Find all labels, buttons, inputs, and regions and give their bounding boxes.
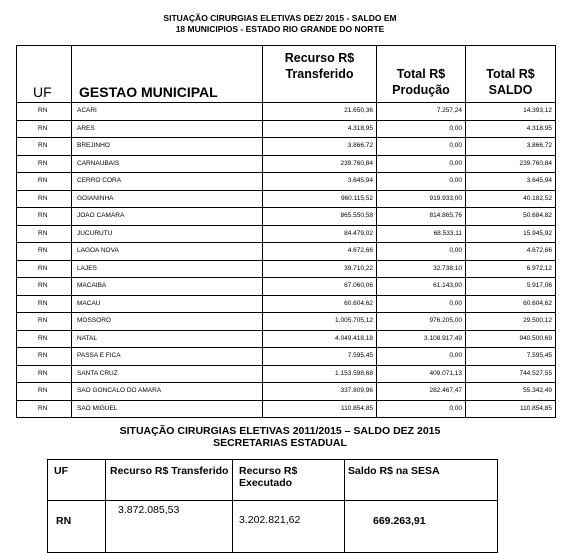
row-uf: RN (17, 190, 72, 208)
row-municipio: ARES (72, 120, 263, 138)
table-row (17, 278, 556, 296)
table-row (17, 260, 556, 278)
row-producao: 0,00 (377, 173, 466, 191)
header-total-saldo: Total R$ SALDO (466, 46, 556, 103)
row-producao: 976.205,00 (377, 313, 466, 331)
table-row (17, 383, 556, 401)
row-saldo: 940.500,69 (466, 330, 556, 348)
row-recurso: 865.550,58 (263, 208, 377, 226)
row-uf: RN (17, 295, 72, 313)
table-row (17, 225, 556, 243)
row-uf: RN (17, 400, 72, 418)
row-saldo: 3.645,94 (466, 173, 556, 191)
table-row (17, 313, 556, 331)
table-row (17, 365, 556, 383)
row-recurso: 84.479,02 (263, 225, 377, 243)
row-saldo: 6.972,12 (466, 260, 556, 278)
state-title-line2: SECRETARIAS ESTADUAL (213, 437, 347, 449)
row-municipio: LAGOA NOVA (72, 243, 263, 261)
state-table-row (48, 501, 498, 553)
row-recurso: 67.060,06 (263, 278, 377, 296)
state-header-saldo: Saldo R$ na SESA (345, 460, 498, 501)
table-row (17, 400, 556, 418)
row-producao: 32.738,10 (377, 260, 466, 278)
row-municipio: JOAO CAMARA (72, 208, 263, 226)
row-uf: RN (17, 225, 72, 243)
row-recurso: 4.049.418,18 (263, 330, 377, 348)
report-title (0, 13, 560, 35)
state-header-recurso: Recurso R$ Transferido (106, 460, 233, 501)
header-uf: UF (17, 46, 72, 103)
row-uf: RN (17, 120, 72, 138)
row-saldo: 5.917,06 (466, 278, 556, 296)
row-producao: 0,00 (377, 243, 466, 261)
row-uf: RN (17, 208, 72, 226)
row-recurso: 21.650,36 (263, 103, 377, 121)
state-table-header (48, 460, 498, 501)
row-saldo: 3.866,72 (466, 138, 556, 156)
header-gestao-municipal: GESTAO MUNICIPAL (72, 46, 263, 103)
table-row (17, 243, 556, 261)
row-saldo: 55.342,49 (466, 383, 556, 401)
row-municipio: MOSSORO (72, 313, 263, 331)
row-recurso: 239.760,84 (263, 155, 377, 173)
row-producao: 282.467,47 (377, 383, 466, 401)
row-uf: RN (17, 173, 72, 191)
row-municipio: NATAL (72, 330, 263, 348)
table-row (17, 120, 556, 138)
row-municipio: CERRO CORA (72, 173, 263, 191)
row-saldo: 239.760,84 (466, 155, 556, 173)
row-recurso: 4.318,95 (263, 120, 377, 138)
table-row (17, 190, 556, 208)
row-recurso: 1.153.598,68 (263, 365, 377, 383)
row-saldo: 7.595,45 (466, 348, 556, 366)
row-municipio: SAO GONCALO DO AMARA (72, 383, 263, 401)
row-saldo: 14.393,12 (466, 103, 556, 121)
row-saldo: 4.318,95 (466, 120, 556, 138)
state-title-line1: SITUAÇÃO CIRURGIAS ELETIVAS 2011/2015 – SALDO DEZ 2015 (119, 425, 441, 437)
state-cell-uf: RN (48, 501, 106, 553)
row-producao: 68.533,11 (377, 225, 466, 243)
header-recurso-transferido: Recurso R$ Transferido (263, 46, 377, 103)
table-row (17, 208, 556, 226)
row-uf: RN (17, 348, 72, 366)
row-municipio: SAO MIGUEL (72, 400, 263, 418)
row-recurso: 3.866,72 (263, 138, 377, 156)
row-saldo: 40.182,52 (466, 190, 556, 208)
row-producao: 3.108.917,49 (377, 330, 466, 348)
row-saldo: 50.684,82 (466, 208, 556, 226)
table-row (17, 138, 556, 156)
state-title (0, 425, 560, 449)
row-uf: RN (17, 313, 72, 331)
row-uf: RN (17, 278, 72, 296)
row-producao: 409.071,13 (377, 365, 466, 383)
row-recurso: 4.672,66 (263, 243, 377, 261)
municipal-table (16, 45, 556, 418)
row-producao: 0,00 (377, 295, 466, 313)
state-cell-executado: 3.202.821,62 (233, 501, 345, 553)
row-uf: RN (17, 260, 72, 278)
report-title-line2: 18 MUNICIPIOS - ESTADO RIO GRANDE DO NORTE (175, 24, 385, 34)
state-table (47, 459, 498, 553)
row-municipio: BREJINHO (72, 138, 263, 156)
row-municipio: LAJES (72, 260, 263, 278)
row-producao: 0,00 (377, 400, 466, 418)
row-saldo: 744.527,55 (466, 365, 556, 383)
municipal-table-header (17, 46, 556, 103)
row-producao: 0,00 (377, 120, 466, 138)
row-saldo: 4.672,66 (466, 243, 556, 261)
row-recurso: 960.115,52 (263, 190, 377, 208)
row-uf: RN (17, 155, 72, 173)
table-row (17, 103, 556, 121)
row-producao: 919.933,00 (377, 190, 466, 208)
row-producao: 61.143,00 (377, 278, 466, 296)
row-uf: RN (17, 383, 72, 401)
row-municipio: ACARI (72, 103, 263, 121)
row-municipio: MACAU (72, 295, 263, 313)
table-row (17, 330, 556, 348)
row-uf: RN (17, 138, 72, 156)
row-municipio: MACAIBA (72, 278, 263, 296)
table-row (17, 348, 556, 366)
row-uf: RN (17, 243, 72, 261)
row-municipio: CARNAUBAIS (72, 155, 263, 173)
row-saldo: 110.854,85 (466, 400, 556, 418)
state-header-executado: Recurso R$ Executado (233, 460, 345, 501)
row-producao: 0,00 (377, 138, 466, 156)
row-producao: 7.257,24 (377, 103, 466, 121)
row-uf: RN (17, 365, 72, 383)
row-municipio: PASSA E FICA (72, 348, 263, 366)
state-cell-saldo: 669.263,91 (345, 501, 498, 553)
row-municipio: JUCURUTU (72, 225, 263, 243)
row-uf: RN (17, 103, 72, 121)
row-municipio: GOIANINHA (72, 190, 263, 208)
state-header-uf: UF (48, 460, 106, 501)
row-recurso: 60.604,62 (263, 295, 377, 313)
row-recurso: 39.710,22 (263, 260, 377, 278)
row-recurso: 3.645,94 (263, 173, 377, 191)
table-row (17, 295, 556, 313)
state-cell-recurso: 3.872.085,53 (106, 501, 233, 553)
row-recurso: 7.595,45 (263, 348, 377, 366)
row-producao: 814.865,76 (377, 208, 466, 226)
table-row (17, 155, 556, 173)
row-recurso: 337.809,96 (263, 383, 377, 401)
row-producao: 0,00 (377, 155, 466, 173)
header-total-producao: Total R$ Produção (377, 46, 466, 103)
row-municipio: SANTA CRUZ (72, 365, 263, 383)
table-row (17, 173, 556, 191)
row-producao: 0,00 (377, 348, 466, 366)
row-uf: RN (17, 330, 72, 348)
row-recurso: 1.005.705,12 (263, 313, 377, 331)
row-recurso: 110.854,85 (263, 400, 377, 418)
row-saldo: 15.945,92 (466, 225, 556, 243)
report-title-line1: SITUAÇÃO CIRURGIAS ELETIVAS DEZ/ 2015 - SALDO EM (163, 13, 397, 23)
row-saldo: 29.500,12 (466, 313, 556, 331)
row-saldo: 60.604,62 (466, 295, 556, 313)
